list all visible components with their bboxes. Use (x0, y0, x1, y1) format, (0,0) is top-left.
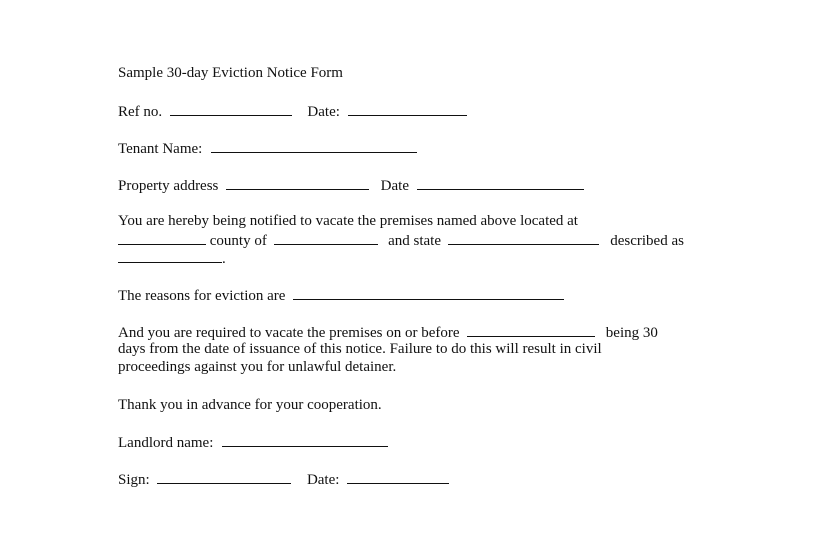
reasons-field[interactable] (293, 285, 564, 300)
tenant-row (118, 138, 417, 158)
form-title: Sample 30-day Eviction Notice Form (118, 65, 343, 81)
tenant-label: Tenant Name: (118, 141, 203, 157)
property-date-label: Date (380, 178, 409, 194)
description-field[interactable] (118, 248, 222, 263)
vacate-line-2: days from the date of issuance of this notice. Failure to do this will result in civil (118, 341, 602, 357)
location-field[interactable] (118, 230, 206, 245)
state-label: and state (388, 233, 441, 249)
date-label: Date: (307, 104, 340, 120)
sign-row (118, 469, 449, 489)
sign-label: Sign: (118, 472, 150, 488)
sign-date-field[interactable] (347, 469, 449, 484)
notice-line-3 (118, 248, 226, 268)
ref-label: Ref no. (118, 104, 163, 120)
vacate-text-b: being 30 (605, 325, 658, 341)
property-address-label: Property address (118, 178, 219, 194)
vacate-text-a: And you are required to vacate the premises on or before (118, 325, 460, 341)
landlord-name-field[interactable] (222, 432, 388, 447)
reasons-row (118, 285, 564, 305)
property-date-field[interactable] (417, 175, 584, 190)
notice-line-1: You are hereby being notified to vacate the premises named above located at (118, 213, 578, 229)
landlord-label: Landlord name: (118, 435, 214, 451)
vacate-line-3: proceedings against you for unlawful detainer. (118, 359, 397, 375)
landlord-row (118, 432, 388, 452)
ref-number-field[interactable] (170, 101, 292, 116)
vacate-line-1 (118, 322, 658, 342)
notice-line-2 (118, 230, 684, 250)
state-field[interactable] (448, 230, 599, 245)
description-period: . (222, 251, 226, 267)
property-address-field[interactable] (226, 175, 369, 190)
reasons-label: The reasons for eviction are (118, 288, 286, 304)
property-row (118, 175, 584, 195)
vacate-date-field[interactable] (467, 322, 595, 337)
described-label: described as (610, 233, 684, 249)
county-field[interactable] (274, 230, 378, 245)
ref-date-row (118, 101, 467, 121)
tenant-name-field[interactable] (211, 138, 417, 153)
thanks-text: Thank you in advance for your cooperation. (118, 397, 382, 413)
date-field[interactable] (348, 101, 467, 116)
signature-field[interactable] (157, 469, 291, 484)
sign-date-label: Date: (306, 472, 340, 488)
county-label: county of (209, 233, 267, 249)
